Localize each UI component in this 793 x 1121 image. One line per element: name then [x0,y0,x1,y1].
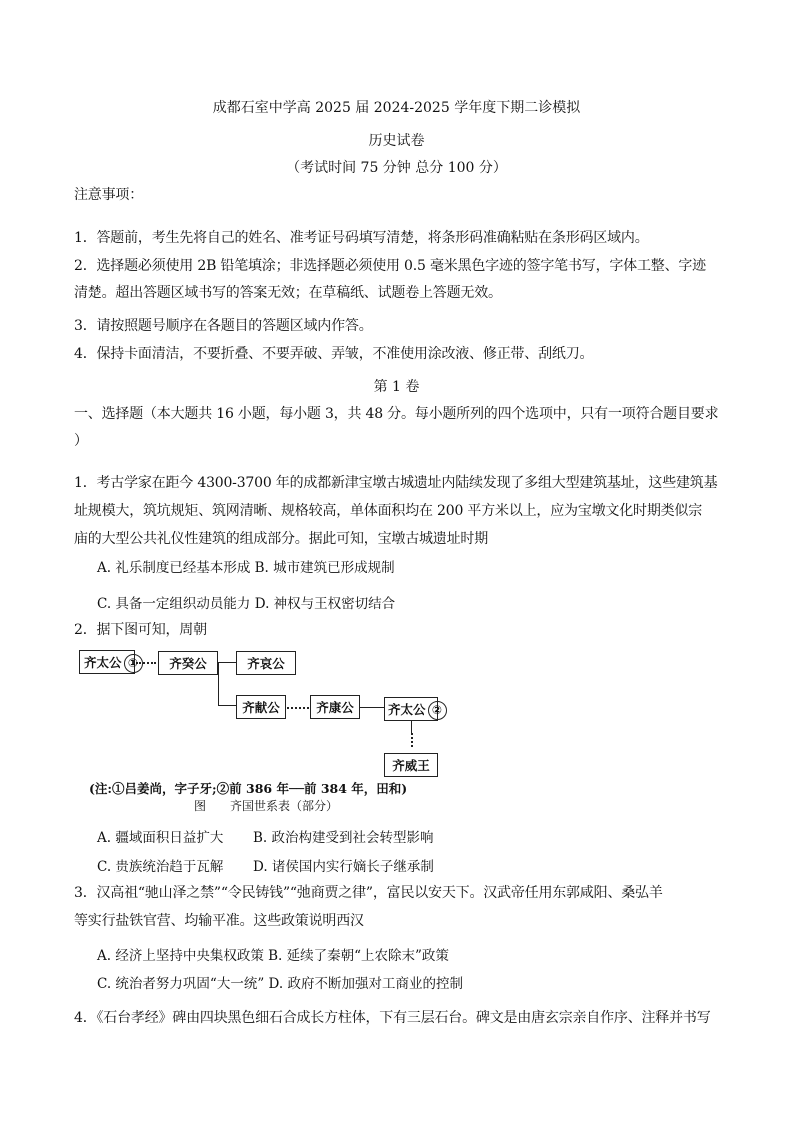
notice-item-1: 1．答题前，考生先将自己的姓名、准考证号码填写清楚，将条形码准确粘贴在条形码区域内。 [74,230,649,246]
node-qi-taigong-1: 齐太公 ① [79,650,135,674]
q2-option-d: D. 诸侯国内实行嫡长子继承制 [253,859,434,875]
notice-item-3: 3．请按照题号顺序在各题目的答题区域内作答。 [74,318,373,334]
part-label: 第 1 卷 [373,379,420,395]
notice-heading: 注意事项： [74,187,143,203]
exam-time-info: （考试时间 75 分钟 总分 100 分） [286,160,507,176]
q2-option-b: B. 政治构建受到社会转型影响 [253,830,434,846]
branch-line [218,705,236,706]
node-qi-guigong: 齐癸公 [158,651,218,675]
q1-options-ab: A. 礼乐制度已经基本形成 B. 城市建筑已形成规制 [97,560,395,576]
q3-stem-line-1: 3．汉高祖“驰山泽之禁”“令民铸钱”“弛商贾之律”，富民以安天下。汉武帝任用东郭咸阳、桑弘羊 [74,885,663,901]
node-qi-weiwang: 齐威王 [384,753,438,777]
notice-item-2-cont: 清楚。超出答题区域书写的答案无效；在草稿纸、试题卷上答题无效。 [74,285,502,301]
diagram-note: (注:①吕姜尚，字子牙;②前 386 年──前 384 年，田和) [89,781,408,796]
q1-stem-line-2: 址规模大，筑坑规矩、筑网清晰、规格较高，单体面积均在 200 平方米以上，应为宝墩文化时期类似宗 [74,503,703,519]
q3-options-ab: A. 经济上坚持中央集权政策 B. 延续了秦朝“上农除末”政策 [97,948,449,964]
subject-title: 历史试卷 [368,133,425,149]
branch-line [218,662,219,705]
connect-line [411,721,412,733]
q2-stem: 2．据下图可知，周朝 [74,622,207,638]
branch-line [218,662,236,663]
q1-options-cd: C. 具备一定组织动员能力 D. 神权与王权密切结合 [97,596,396,612]
notice-item-4: 4．保持卡面清洁，不要折叠、不要弄破、弄皱，不准使用涂改液、修正带、刮纸刀。 [74,346,594,362]
qi-genealogy-diagram [74,645,454,813]
q3-options-cd: C. 统治者努力巩固“大一统” D. 政府不断加强对工商业的控制 [97,976,463,992]
section-heading: 一、选择题（本大题共 16 小题，每小题 3，共 48 分。每小题所列的四个选项中，只有一项符合题目要求 [74,406,719,422]
mark-circled-1: ① [124,654,143,673]
q2-option-a: A. 疆域面积日益扩大 [97,830,224,846]
node-qi-taigong-2: 齐太公 ② [384,697,438,721]
q4-stem-line-1: 4．《石台孝经》碑由四块黑色细石合成长方柱体，下有三层石台。碑文是由唐玄宗亲自作序、注释并书写 [74,1010,711,1026]
exam-title: 成都石室中学高 2025 届 2024-2025 学年度下期二诊模拟 [212,100,581,116]
notice-item-2: 2．选择题必须使用 2B 铅笔填涂；非选择题必须使用 0.5 毫米黑色字迹的签字笔书写，字体工整、字迹 [74,258,706,274]
dotted-link [287,707,309,709]
q3-stem-line-2: 等实行盐铁官营、均输平准。这些政策说明西汉 [74,913,364,929]
diagram-caption: 图 齐国世系表（部分） [194,799,339,813]
connect-line [360,707,384,708]
q1-stem-line-3: 庙的大型公共礼仪性建筑的组成部分。据此可知，宝墩古城遗址时期 [74,531,488,547]
dotted-link [411,733,413,747]
q2-option-c: C. 贵族统治趋于瓦解 [97,859,224,875]
node-qi-kanggong: 齐康公 [310,695,360,719]
q1-stem-line-1: 1．考古学家在距今 4300-3700 年的成都新津宝墩古城遗址内陆续发现了多组大型建筑基址，这些建筑基 [74,475,718,491]
dotted-link [136,662,156,664]
section-heading-cont: ） [74,433,88,449]
mark-circled-2: ② [428,701,447,720]
node-qi-xiangong: 齐献公 [236,695,286,719]
node-qi-aigong: 齐哀公 [236,651,296,675]
